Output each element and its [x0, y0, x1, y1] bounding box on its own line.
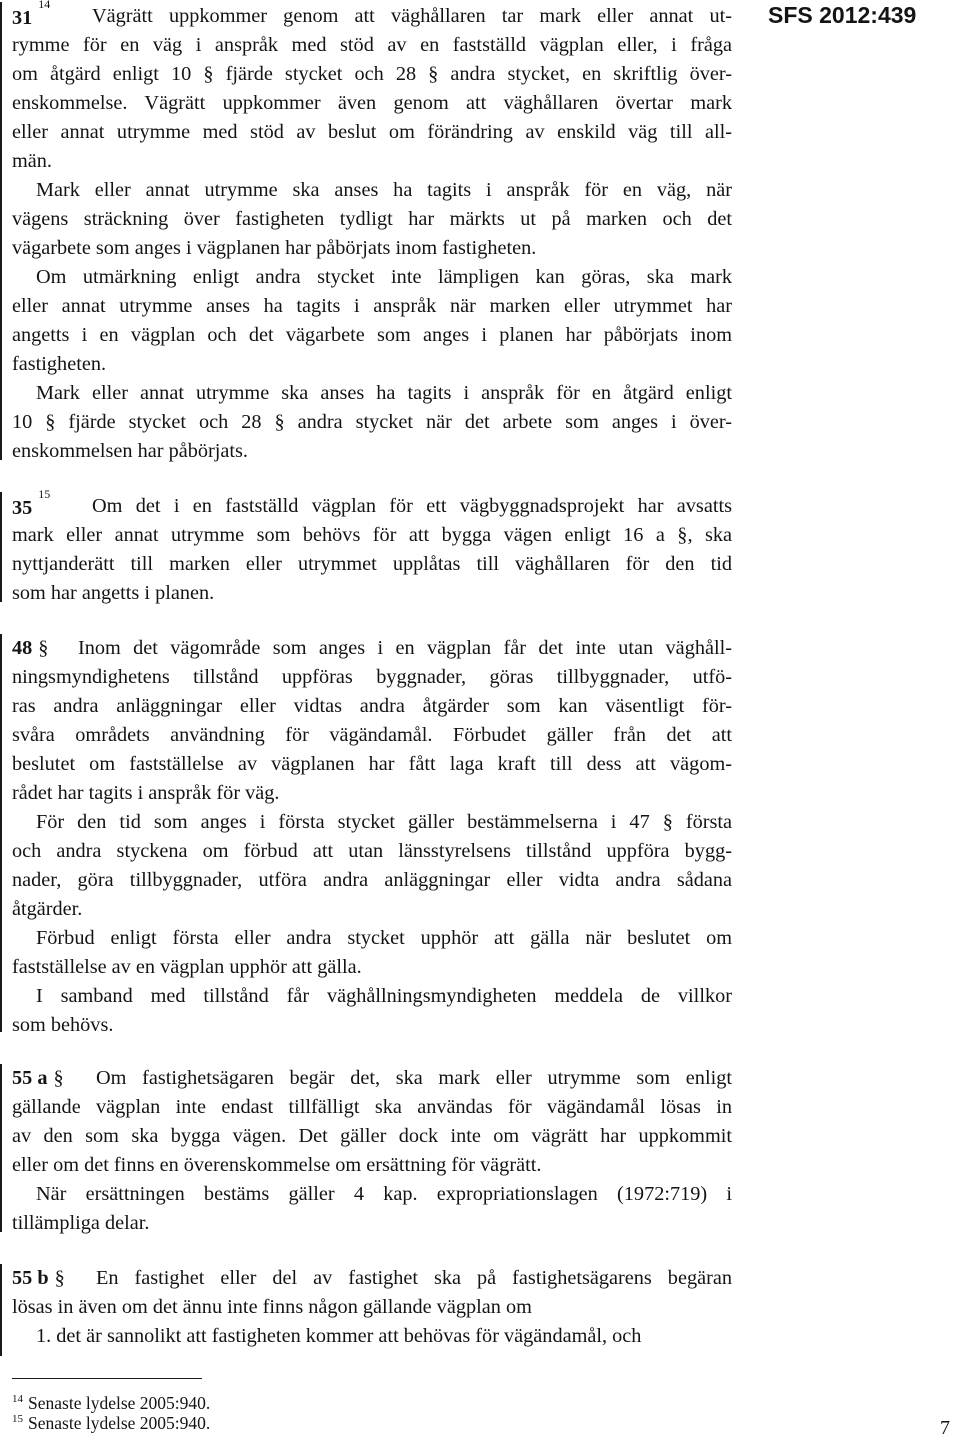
- paragraph-line: eller annat utrymme med stöd av beslut om förändring av enskild väg till all-: [12, 121, 732, 143]
- paragraph-line: tillämpliga delar.: [12, 1212, 150, 1234]
- section-heading: [12, 0, 51, 29]
- change-bar: [0, 1064, 2, 1232]
- paragraph-line: Mark eller annat utrymme ska anses ha tagits i anspråk för en väg, när: [36, 179, 732, 201]
- footnote-text: Senaste lydelse 2005:940.: [28, 1412, 211, 1433]
- paragraph-symbol: §: [38, 637, 49, 659]
- paragraph-symbol: §: [54, 1267, 65, 1289]
- footnote-number: 15: [12, 1413, 23, 1425]
- paragraph-line: om åtgärd enligt 10 § fjärde stycket och 28 § andra stycket, en skriftlig över-: [12, 63, 732, 85]
- section-number: 55 b: [12, 1267, 49, 1289]
- paragraph-line: fastställelse av en vägplan upphör att gälla.: [12, 956, 362, 978]
- footnote-ref: 15: [38, 487, 51, 501]
- paragraph-line: enskommelsen har påbörjats.: [12, 440, 248, 462]
- paragraph-line: eller annat utrymme anses ha tagits i anspråk när marken eller utrymmet har: [12, 295, 732, 317]
- paragraph-line: beslutet om fastställelse av vägplanen har fått laga kraft till dess att vägom-: [12, 753, 732, 775]
- section-heading: [12, 1268, 65, 1288]
- paragraph-line: mark eller annat utrymme som behövs för att bygga vägen enligt 16 a §, ska: [12, 524, 732, 546]
- paragraph-line: rymme för en väg i anspråk med stöd av en fastställd vägplan eller, i fråga: [12, 34, 732, 56]
- paragraph-line: av den som ska bygga vägen. Det gäller dock inte om vägrätt har uppkommit: [12, 1125, 732, 1147]
- section-number: 55 a: [12, 1067, 48, 1089]
- footnote-number: 14: [12, 1393, 23, 1405]
- paragraph-line: fastigheten.: [12, 353, 107, 375]
- paragraph-line: Om utmärkning enligt andra stycket inte lämpligen kan göras, ska mark: [36, 266, 732, 288]
- paragraph-line: angetts i en vägplan och det vägarbete som anges i planen har påbörjats inom: [12, 324, 732, 346]
- paragraph-line: När ersättningen bestäms gäller 4 kap. expropriationslagen (1972:719) i: [36, 1183, 732, 1205]
- paragraph-line: vägarbete som anges i vägplanen har påbörjats inom fastigheten.: [12, 237, 537, 259]
- paragraph-line: ningsmyndighetens tillstånd uppföras byggnader, göras tillbyggnader, utfö-: [12, 666, 732, 688]
- paragraph-line: gällande vägplan inte endast tillfälligt ska användas för vägändamål lösas in: [12, 1096, 732, 1118]
- change-bar: [0, 1264, 2, 1356]
- section-number: 48: [12, 637, 33, 659]
- paragraph-line: 10 § fjärde stycket och 28 § andra stycket när det arbete som anges i över-: [12, 411, 732, 433]
- section-number: 31: [12, 6, 33, 29]
- paragraph-line: I samband med tillstånd får väghållningsmyndigheten meddela de villkor: [36, 985, 732, 1007]
- paragraph-line: Mark eller annat utrymme ska anses ha tagits i anspråk för en åtgärd enligt: [36, 382, 732, 404]
- paragraph-line: eller om det finns en överenskommelse om ersättning för vägrätt.: [12, 1154, 542, 1176]
- paragraph-line: lösas in även om det ännu inte finns någon gällande vägplan om: [12, 1296, 532, 1318]
- section-heading: [12, 1068, 64, 1088]
- paragraph-line: vägens sträckning över fastigheten tydligt har märkts ut på marken och det: [12, 208, 732, 230]
- footnote-text: Senaste lydelse 2005:940.: [28, 1392, 211, 1413]
- paragraph-line: enskommelse. Vägrätt uppkommer även genom att väghållaren övertar mark: [12, 92, 732, 114]
- paragraph-line: nader, göra tillbyggnader, utföra andra anläggningar eller vidta andra sådana: [12, 869, 732, 891]
- paragraph-line: män.: [12, 150, 52, 172]
- footnote-rule: [12, 1378, 202, 1379]
- paragraph-line: Om fastighetsägaren begär det, ska mark eller utrymme som enligt: [96, 1067, 732, 1089]
- paragraph-line: åtgärder.: [12, 898, 83, 920]
- paragraph-line: Om det i en fastställd vägplan för ett vägbyggnadsprojekt har avsatts: [92, 495, 732, 517]
- footnote-ref: 14: [38, 0, 51, 11]
- change-bar: [0, 634, 2, 1032]
- paragraph-line: som behövs.: [12, 1014, 114, 1036]
- paragraph-line: som har angetts i planen.: [12, 582, 215, 604]
- paragraph-line: rådet har tagits i anspråk för väg.: [12, 782, 280, 804]
- list-item: 1. det är sannolikt att fastigheten kommer att behövas för vägändamål, och: [36, 1325, 642, 1347]
- paragraph-line: ras andra anläggningar eller vidtas andra åtgärder som kan väsentligt för-: [12, 695, 732, 717]
- paragraph-line: För den tid som anges i första stycket gäller bestämmelserna i 47 § första: [36, 811, 732, 833]
- footnote: [12, 1414, 210, 1432]
- paragraph-line: Vägrätt uppkommer genom att väghållaren tar mark eller annat ut-: [92, 5, 732, 27]
- section-heading: [12, 487, 51, 519]
- paragraph-symbol: §: [53, 1067, 64, 1089]
- change-bar: [0, 2, 2, 460]
- paragraph-line: Inom det vägområde som anges i en vägplan får det inte utan väghåll-: [78, 637, 732, 659]
- paragraph-line: svåra områdets användning för vägändamål. Förbudet gäller från det att: [12, 724, 732, 746]
- sfs-number: SFS 2012:439: [768, 2, 917, 28]
- footnote: [12, 1394, 210, 1412]
- page-number: 7: [940, 1417, 950, 1439]
- change-bar: [0, 492, 2, 602]
- paragraph-line: och andra styckena om förbud att utan länsstyrelsens tillstånd uppföra bygg-: [12, 840, 732, 862]
- paragraph-line: nyttjanderätt till marken eller utrymmet upplåtas till väghållaren för den tid: [12, 553, 732, 575]
- section-heading: [12, 638, 48, 658]
- paragraph-line: Förbud enligt första eller andra stycket upphör att gälla när beslutet om: [36, 927, 732, 949]
- paragraph-line: En fastighet eller del av fastighet ska på fastighetsägarens begäran: [96, 1267, 732, 1289]
- section-number: 35: [12, 496, 33, 519]
